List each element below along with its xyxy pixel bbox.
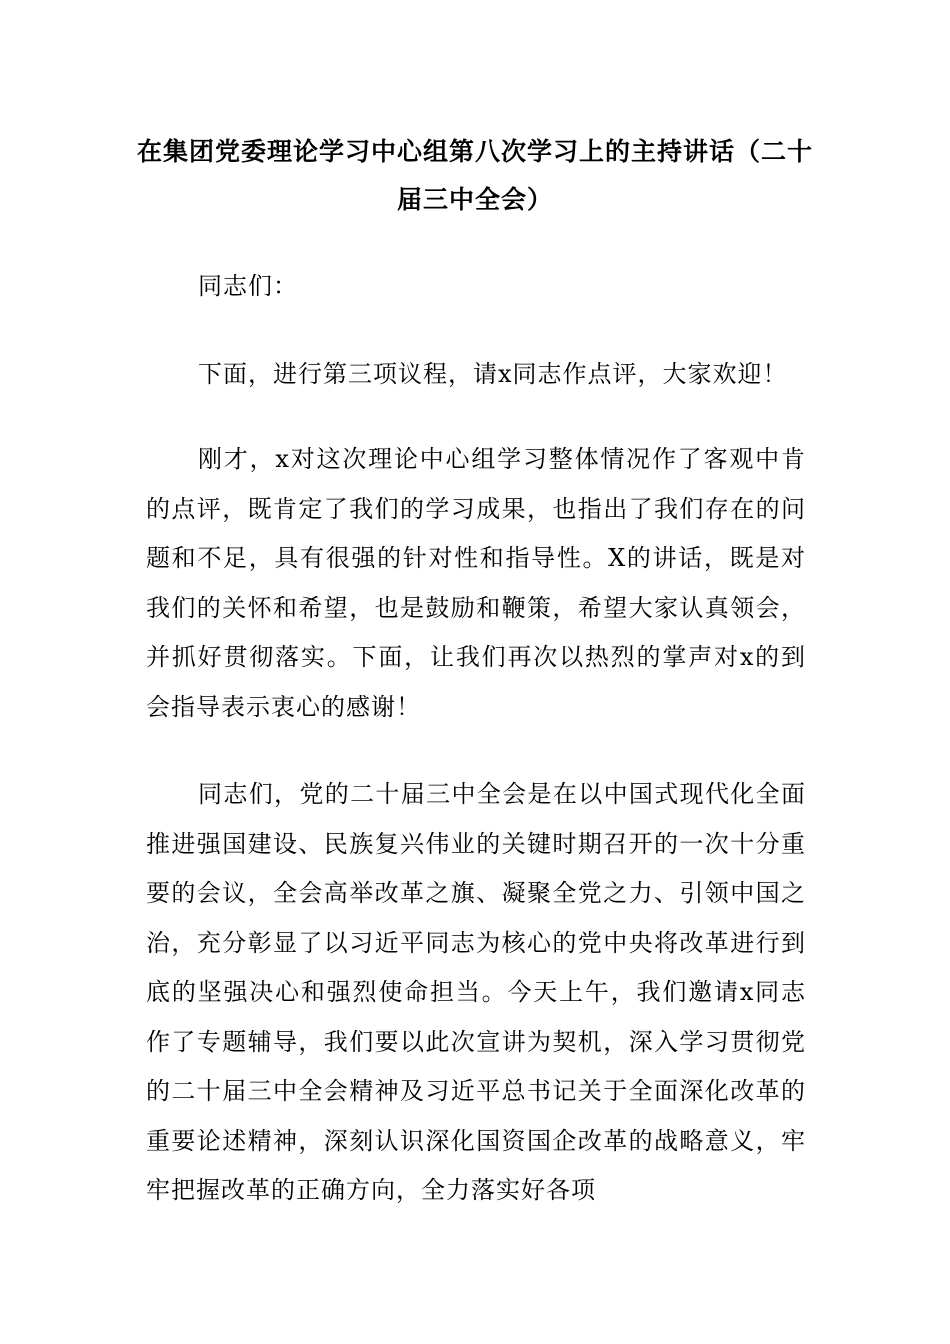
paragraph-review: 刚才，x对这次理论中心组学习整体情况作了客观中肯的点评，既肯定了我们的学习成果，也指出了我们存在的问题和不足，具有很强的针对性和指导性。X的讲话，既是对我们的关怀和希望，也是鼓励和鞭策，希望大家认真领会，并抓好贯彻落实。下面，让我们再次以热烈的掌声对x的到会指导表示衷心的感谢！	[146, 445, 806, 721]
paragraph-main: 同志们，党的二十届三中全会是在以中国式现代化全面推进强国建设、民族复兴伟业的关键时期召开的一次十分重要的会议，全会高举改革之旗、凝聚全党之力、引领中国之治，充分彰显了以习近平同志为核心的党中央将改革进行到底的坚强决心和强烈使命担当。今天上午，我们邀请x同志作了专题辅导，我们要以此次宣讲为契机，深入学习贯彻党的二十届三中全会精神及习近平总书记关于全面深化改革的重要论述精神，深刻认识深化国资国企改革的战略意义，牢牢把握改革的正确方向，全力落实好各项	[146, 780, 806, 1204]
document-title: 在集团党委理论学习中心组第八次学习上的主持讲话（二十届三中全会）	[136, 137, 813, 214]
paragraph-greeting: 同志们：	[198, 272, 298, 300]
paragraph-agenda: 下面，进行第三项议程，请x同志作点评，大家欢迎！	[198, 360, 788, 388]
